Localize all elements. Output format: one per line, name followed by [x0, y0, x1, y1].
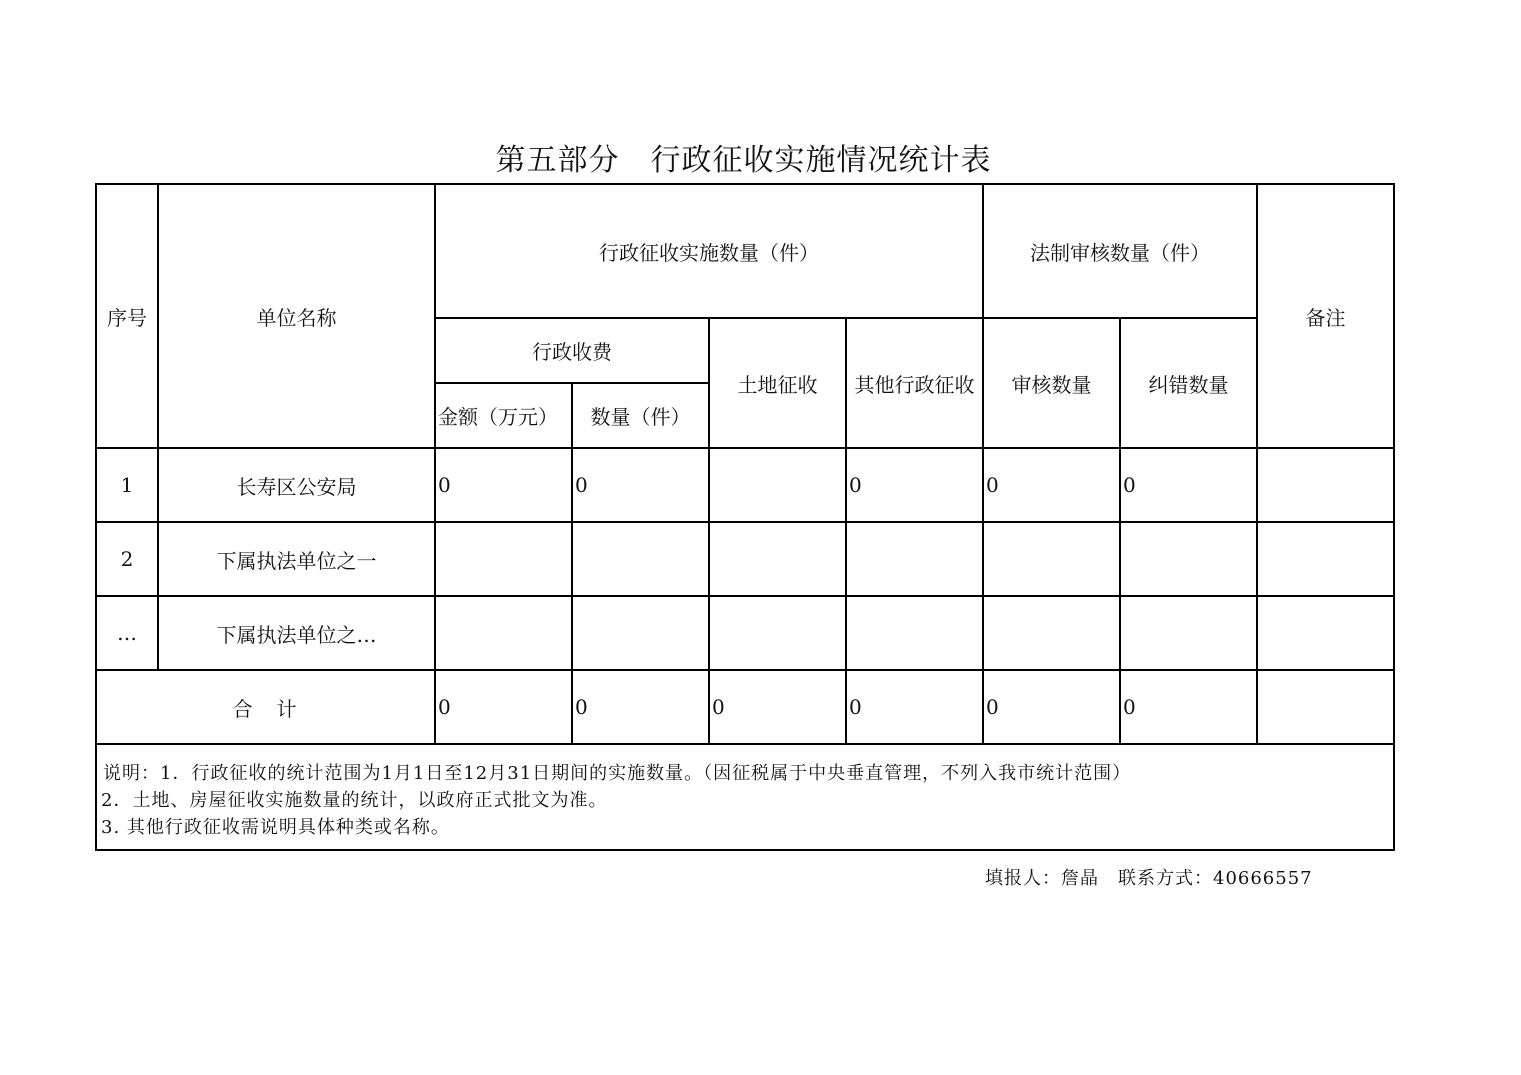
header-unit-name: 单位名称 [158, 184, 435, 448]
row-land [709, 448, 846, 522]
table-row [96, 522, 1394, 596]
header-review-count: 审核数量 [983, 318, 1120, 448]
row-other: 0 [846, 448, 983, 522]
row-land [709, 596, 846, 670]
row-unit-name: 下属执法单位之一 [158, 522, 435, 596]
header-remarks: 备注 [1257, 184, 1394, 448]
row-correction [1120, 522, 1257, 596]
row-quantity [572, 596, 709, 670]
row-seq: 2 [96, 522, 158, 596]
page-title: 第五部分 行政征收实施情况统计表 [495, 143, 992, 178]
row-amount [435, 596, 572, 670]
row-review [983, 596, 1120, 670]
header-row-1 [96, 184, 1394, 318]
row-remark [1257, 596, 1394, 670]
signer-info: 填报人：詹晶 联系方式：40666557 [985, 868, 1313, 889]
row-unit-name: 长寿区公安局 [158, 448, 435, 522]
total-quantity: 0 [572, 670, 709, 744]
total-amount: 0 [435, 670, 572, 744]
row-unit-name: 下属执法单位之… [158, 596, 435, 670]
row-other [846, 522, 983, 596]
row-seq: … [96, 596, 158, 670]
row-remark [1257, 448, 1394, 522]
total-review: 0 [983, 670, 1120, 744]
total-land: 0 [709, 670, 846, 744]
table-row [96, 596, 1394, 670]
header-legal-review-count: 法制审核数量（件） [983, 184, 1257, 318]
total-remark [1257, 670, 1394, 744]
row-amount [435, 522, 572, 596]
table-row [96, 448, 1394, 522]
notes-row [96, 744, 1394, 850]
header-quantity: 数量（件） [572, 383, 709, 448]
total-other: 0 [846, 670, 983, 744]
row-seq: 1 [96, 448, 158, 522]
note-line: 3. 其他行政征收需说明具体种类或名称。 [101, 817, 450, 838]
header-admin-fee: 行政收费 [435, 318, 709, 383]
row-review [983, 522, 1120, 596]
header-other-collection: 其他行政征收 [846, 318, 983, 448]
total-label: 合 计 [96, 670, 435, 744]
row-correction [1120, 596, 1257, 670]
row-quantity [572, 522, 709, 596]
total-correction: 0 [1120, 670, 1257, 744]
header-collection-count: 行政征收实施数量（件） [435, 184, 983, 318]
header-amount: 金额（万元） [435, 383, 572, 448]
note-line: 说明：1．行政征收的统计范围为1月1日至12月31日期间的实施数量。（因征税属于中央垂直管理，不列入我市统计范围） [103, 763, 1132, 784]
note-line: 2．土地、房屋征收实施数量的统计，以政府正式批文为准。 [101, 790, 608, 811]
notes-cell [96, 744, 1394, 850]
row-review: 0 [983, 448, 1120, 522]
row-amount: 0 [435, 448, 572, 522]
row-land [709, 522, 846, 596]
row-quantity: 0 [572, 448, 709, 522]
row-other [846, 596, 983, 670]
statistics-table [95, 183, 1395, 851]
header-correction-count: 纠错数量 [1120, 318, 1257, 448]
row-remark [1257, 522, 1394, 596]
total-row [96, 670, 1394, 744]
header-land-collection: 土地征收 [709, 318, 846, 448]
header-seq: 序号 [96, 184, 158, 448]
row-correction: 0 [1120, 448, 1257, 522]
